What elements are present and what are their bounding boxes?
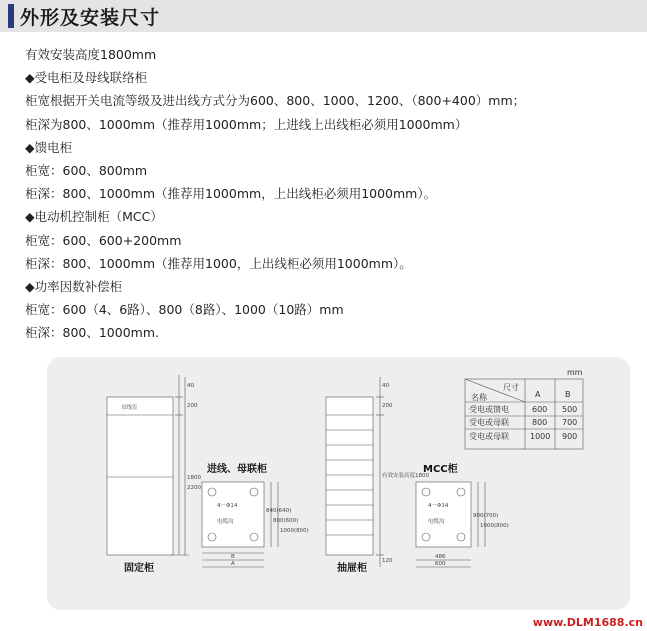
spec-line: 柜深：800、1000mm（推荐用1000mm，上出线柜必须用1000mm）。 <box>25 186 437 202</box>
dim-label: 有效安装高度1800 <box>382 473 429 479</box>
section-header <box>0 0 647 32</box>
spec-line: ◆馈电柜 <box>25 139 73 155</box>
dim-label: 40 <box>382 383 389 389</box>
spec-line: 柜深为800、1000mm（推荐用1000mm；上进线上出线柜必须用1000mm） <box>25 116 468 132</box>
spec-line: 有效安装高度1800mm <box>25 47 157 62</box>
drawer-cabinet-outline <box>326 397 373 555</box>
fixed-cabinet-caption: 固定柜 <box>124 563 154 574</box>
spec-line: 柜宽：600（4、6路）、800（8路）、1000（10路）mm <box>25 302 344 318</box>
dim-label: 840(640) <box>266 508 292 514</box>
drawer-cabinet-caption: 抽屉柜 <box>337 563 367 574</box>
dim-label: 200 <box>187 403 198 409</box>
cable-trench-label: 电缆沟 <box>428 519 445 525</box>
table-header-size: 尺寸 <box>503 383 519 392</box>
spec-line: 柜宽：600、600+200mm <box>25 232 182 248</box>
table-row-b: 700 <box>562 418 578 427</box>
spec-line: ◆功率因数补偿柜 <box>25 278 123 294</box>
table-row-b: 900 <box>562 432 578 441</box>
table-row-name: 受电或母联 <box>469 418 509 427</box>
spec-line: ◆电动机控制柜（MCC） <box>25 209 163 225</box>
header-accent-bar <box>8 4 14 28</box>
dim-label: 200 <box>382 403 393 409</box>
dim-label: 1000(800) <box>280 528 309 534</box>
cable-trench-label: 电缆沟 <box>217 519 234 525</box>
dim-label: 1800 <box>187 475 201 481</box>
spec-line: 柜深：800、1000mm. <box>25 325 159 341</box>
table-row-b: 500 <box>562 405 578 414</box>
table-header-name: 名称 <box>471 393 487 402</box>
watermark-url: www.DLM1688.cn <box>532 616 643 629</box>
dimension-drawing <box>47 357 630 610</box>
spec-line: 柜宽：600、800mm <box>25 162 148 178</box>
dim-label: 600 <box>435 561 446 567</box>
dim-label: 900(700) <box>473 513 499 519</box>
table-row-name: 受电或母联 <box>469 432 509 441</box>
spec-line: 柜深：800、1000mm（推荐用1000，上出线柜必须用1000mm）。 <box>25 255 412 271</box>
spec-line: ◆受电柜及母线联络柜 <box>25 70 148 86</box>
dim-label: 40 <box>187 383 194 389</box>
dim-label: B <box>231 554 235 560</box>
table-row-name: 受电或馈电 <box>469 405 509 414</box>
dimension-drawing-panel <box>47 357 630 610</box>
dim-label: 120 <box>382 558 393 564</box>
fixed-cabinet-outline <box>107 397 173 555</box>
mcc-cabinet-caption: MCC柜 <box>423 464 458 475</box>
table-row-a: 800 <box>532 418 548 427</box>
section-title: 外形及安装尺寸 <box>20 7 161 29</box>
table-column-b: B <box>565 390 571 399</box>
hole-spec-label: 4－Φ14 <box>428 503 449 509</box>
spec-text-block <box>25 43 525 344</box>
dim-label: A <box>231 561 235 567</box>
busbar-room-label: 母线室 <box>121 405 138 411</box>
table-unit: mm <box>567 368 583 377</box>
hole-spec-label: 4－Φ14 <box>217 503 238 509</box>
dim-label: 800(600) <box>273 518 299 524</box>
inlet-cabinet-caption: 进线、母联柜 <box>207 464 267 475</box>
table-row-a: 600 <box>532 405 548 414</box>
table-column-a: A <box>535 390 541 399</box>
dim-label: 486 <box>435 554 446 560</box>
dim-label: 2200 <box>187 485 201 491</box>
spec-line: 柜宽根据开关电流等级及进出线方式分为600、800、1000、1200、（800+400）mm； <box>25 93 526 109</box>
table-row-a: 1000 <box>530 432 551 441</box>
dim-label: 1000(800) <box>480 523 509 529</box>
